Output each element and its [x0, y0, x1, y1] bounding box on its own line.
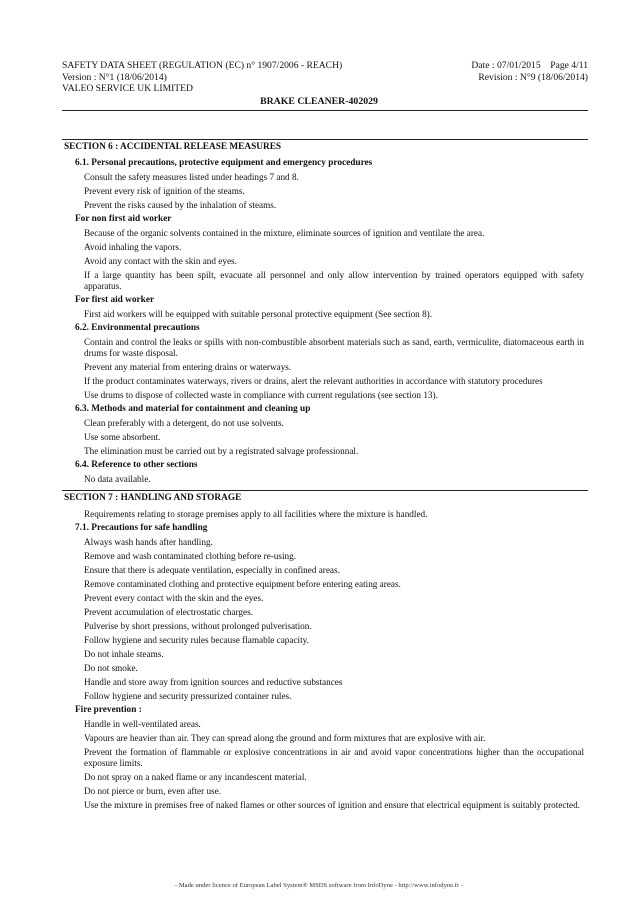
subsection-title: Fire prevention : — [75, 705, 142, 715]
subsection-title: For first aid worker — [75, 295, 155, 305]
text-line: Prevent any material from entering drains or waterways. — [84, 362, 292, 372]
text-line: Handle and store away from ignition sources and reductive substances — [84, 677, 343, 687]
text-line: Consult the safety measures listed under headings 7 and 8. — [84, 172, 299, 182]
text-line: Pulverise by short pressions, without prolonged pulverisation. — [84, 621, 312, 631]
subsection-title: 6.4. Reference to other sections — [75, 460, 198, 470]
text-line: Remove and wash contaminated clothing before re-using. — [84, 551, 297, 561]
subsection-title: For non first aid worker — [75, 214, 172, 224]
header-date-page: Date : 07/01/2015 Page 4/11 — [471, 60, 588, 71]
text-line: Handle in well-ventilated areas. — [84, 719, 201, 729]
text-line: Remove contaminated clothing and protective equipment before entering eating areas. — [84, 579, 401, 589]
header-regulation: SAFETY DATA SHEET (REGULATION (EC) n° 1907/2006 - REACH) — [62, 60, 343, 71]
text-line: Ensure that there is adequate ventilation, especially in confined areas. — [84, 565, 340, 575]
text-line: Do not pierce or burn, even after use. — [84, 786, 221, 796]
text-line: Avoid any contact with the skin and eyes. — [84, 256, 237, 266]
sds-content — [62, 139, 588, 811]
text-line: Avoid inhaling the vapors. — [84, 242, 182, 252]
text-line: Follow hygiene and security rules because flamable capacity. — [84, 635, 309, 645]
header-revision: Revision : N°9 (18/06/2014) — [478, 71, 588, 83]
section-7 — [62, 490, 588, 811]
text-line: Contain and control the leaks or spills with non-combustible absorbent materials such as sand, earth, vermiculite, diatomaceous earth in drums for waste disposal. — [84, 337, 584, 358]
text-line: Prevent the risks caused by the inhalation of steams. — [84, 200, 277, 210]
text-line: Because of the organic solvents contained in the mixture, eliminate sources of ignition and ventilate the area. — [84, 228, 485, 238]
text-line: Prevent the formation of flammable or explosive concentrations in air and avoid vapor concentrations higher than the occupational exposure limits. — [84, 747, 584, 768]
subsection-title: 6.3. Methods and material for containment and cleaning up — [75, 404, 311, 414]
subsection-title: 6.1. Personal precautions, protective equipment and emergency procedures — [75, 158, 373, 168]
text-line: If the product contaminates waterways, rivers or drains, alert the relevant authorities in accordance with statutory procedures — [84, 376, 543, 386]
subsection-title: 7.1. Precautions for safe handling — [75, 523, 208, 533]
text-line: Follow hygiene and security pressurized container rules. — [84, 691, 292, 701]
text-line: Vapours are heavier than air. They can spread along the ground and form mixtures that are explosive with air. — [84, 733, 486, 743]
text-line: Clean preferably with a detergent, do not use solvents. — [84, 418, 284, 428]
text-line: Prevent every contact with the skin and the eyes. — [84, 593, 264, 603]
text-line: Prevent accumulation of electrostatic charges. — [84, 607, 253, 617]
header-left — [62, 60, 342, 95]
text-line: Do not spray on a naked flame or any incandescent material. — [84, 772, 307, 782]
section-heading: SECTION 6 : ACCIDENTAL RELEASE MEASURES — [62, 139, 588, 155]
text-line: Always wash hands after handling. — [84, 537, 213, 547]
text-line: Do not inhale steams. — [84, 649, 164, 659]
text-line: Use some absorbent. — [84, 432, 161, 442]
text-line: Requirements relating to storage premises apply to all facilities where the mixture is handled. — [84, 509, 428, 519]
footer-credit: - Made under licence of European Label System® MSDS software from InfoDyne - http://www.infodyne.fr - — [174, 882, 464, 889]
text-line: Prevent every risk of ignition of the steams. — [84, 186, 245, 196]
header-company: VALEO SERVICE UK LIMITED — [62, 83, 193, 94]
text-line: Use drums to dispose of collected waste in compliance with current regulations (see section 13). — [84, 390, 438, 400]
product-title: BRAKE CLEANER-402029 — [260, 96, 378, 107]
header-right — [471, 60, 588, 83]
header-version: Version : N°1 (18/06/2014) — [62, 71, 167, 83]
text-line: If a large quantity has been spilt, evacuate all personnel and only allow intervention by trained operators equipped with safety apparatus. — [84, 270, 584, 291]
section-heading: SECTION 7 : HANDLING AND STORAGE — [62, 490, 588, 506]
text-line: First aid workers will be equipped with suitable personal protective equipment (See section 8). — [84, 309, 433, 319]
subsection-title: 6.2. Environmental precautions — [75, 323, 200, 333]
text-line: Do not smoke. — [84, 663, 138, 673]
text-line: The elimination must be carried out by a registrated salvage professionnal. — [84, 446, 359, 456]
section-6 — [62, 139, 588, 485]
text-line: Use the mixture in premises free of naked flames or other sources of ignition and ensure that electrical equipment is suitably protected. — [84, 800, 580, 810]
header-divider — [62, 110, 588, 111]
text-line: No data available. — [84, 474, 151, 484]
